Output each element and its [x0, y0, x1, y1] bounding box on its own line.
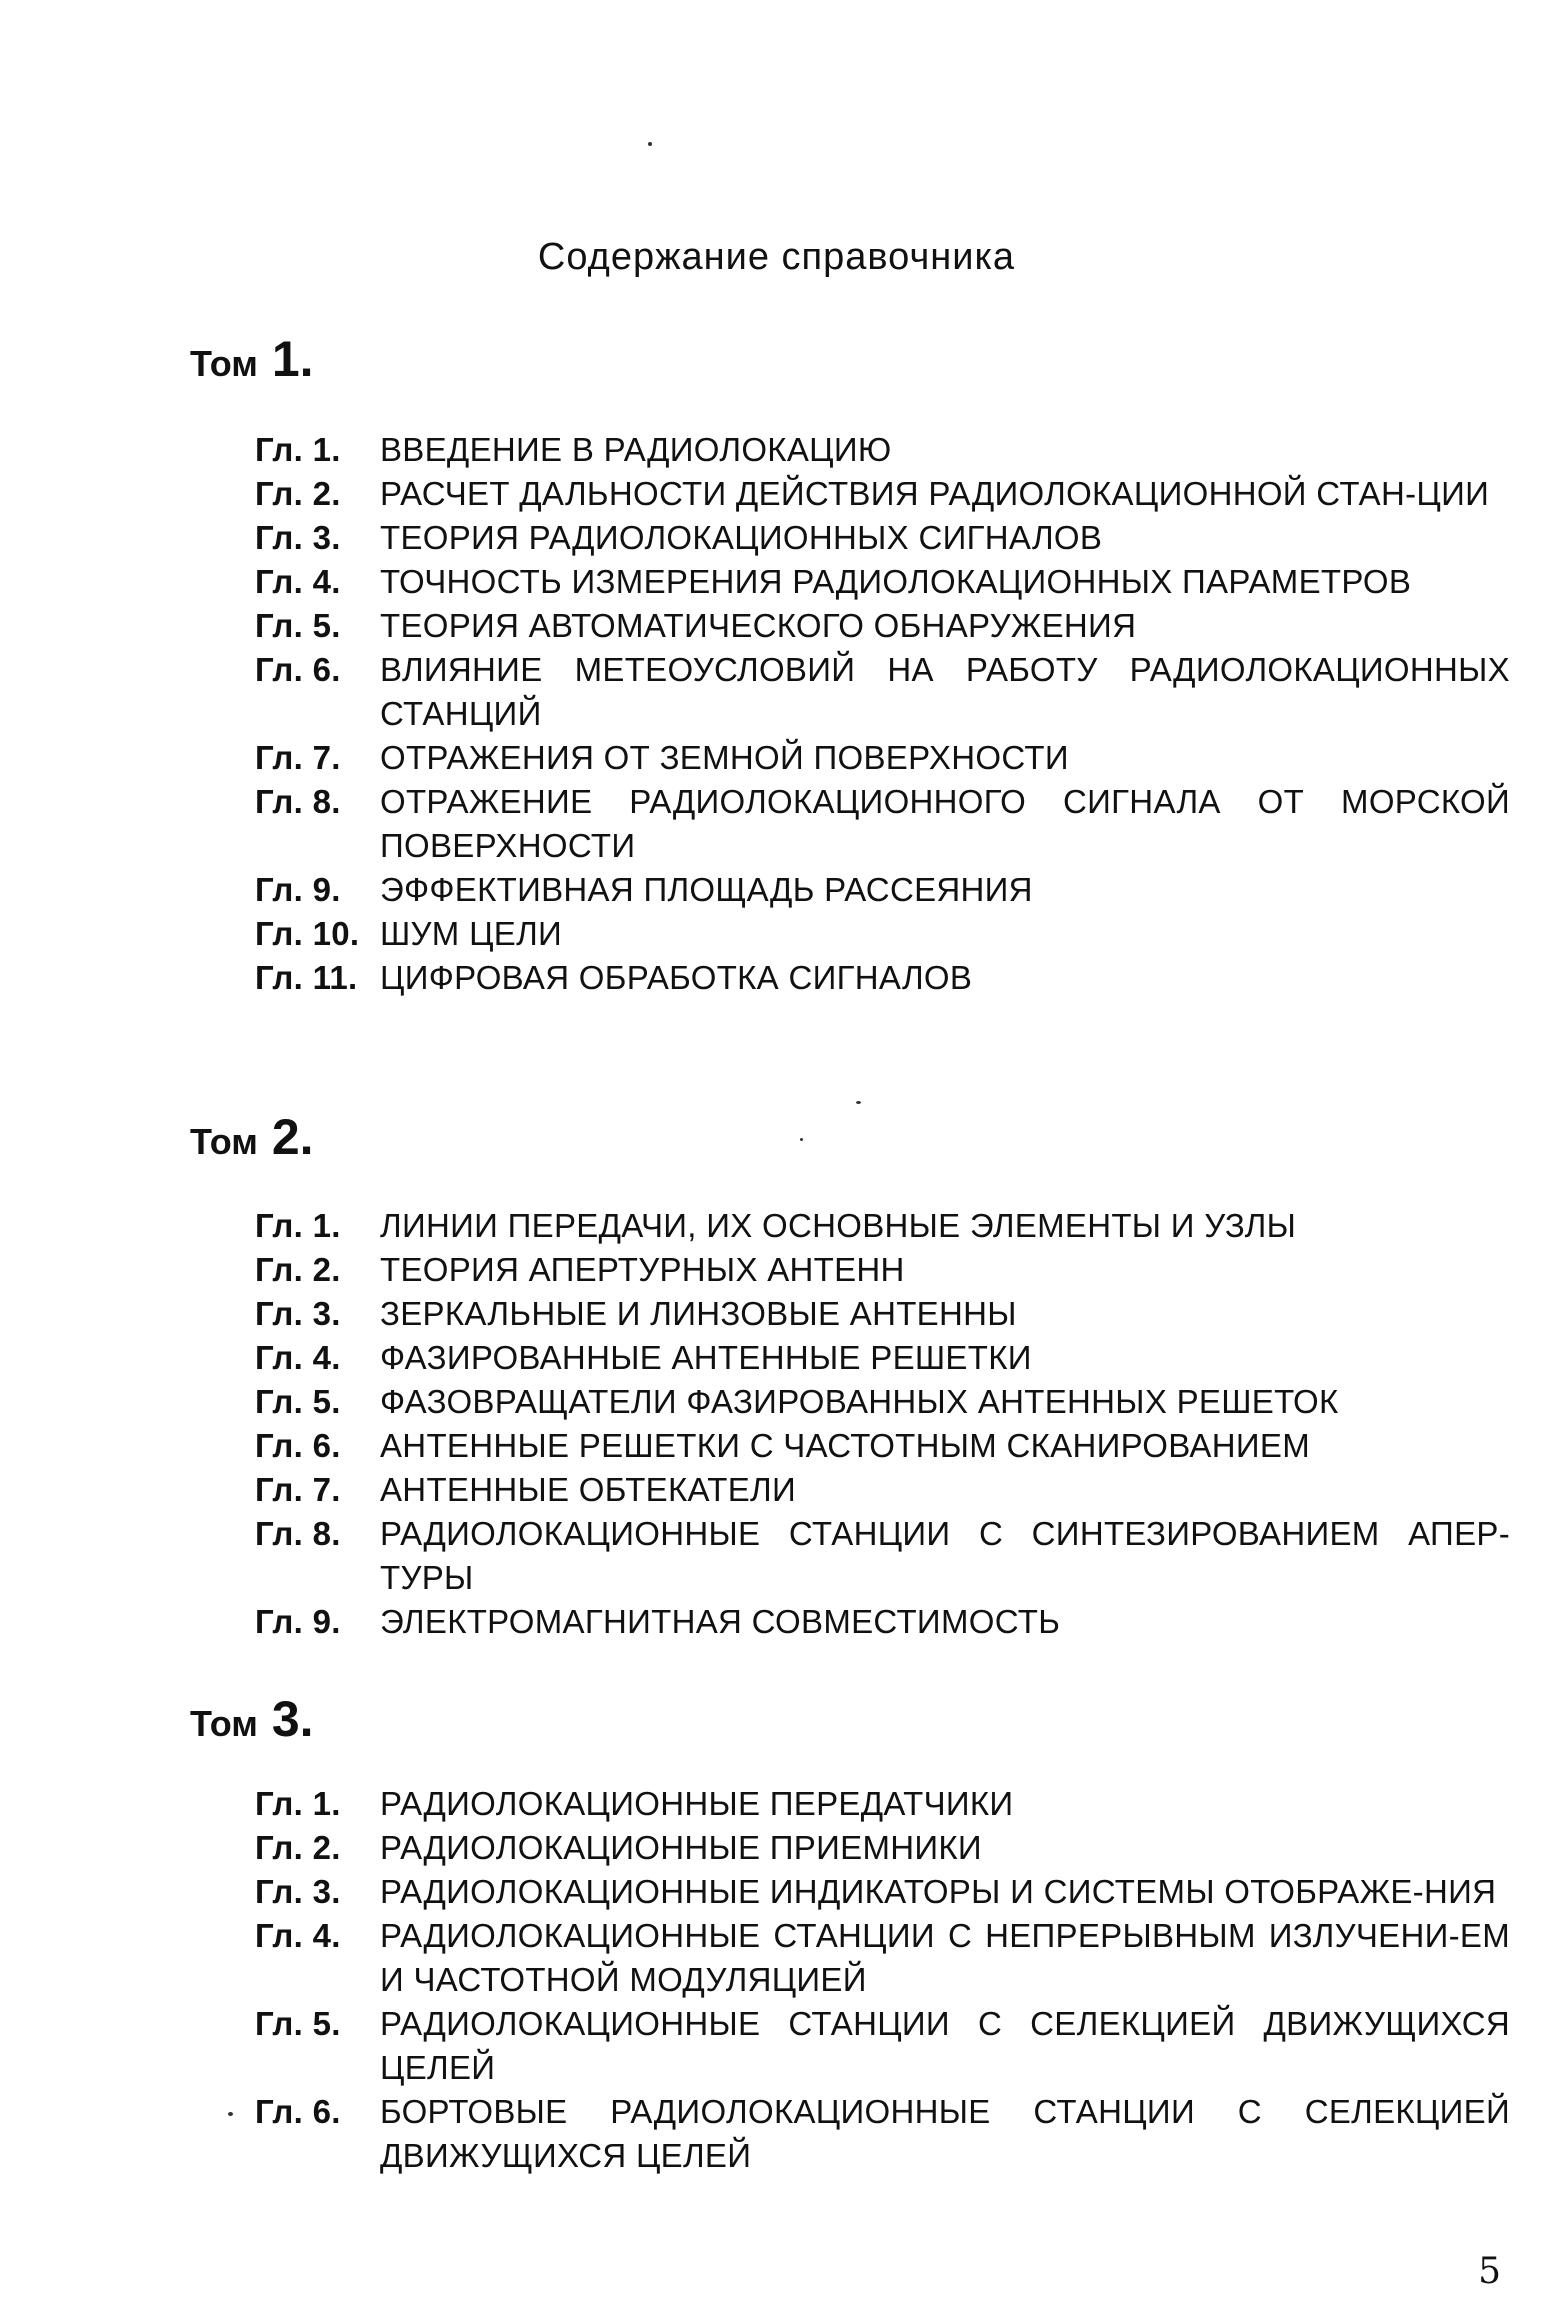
chapter-title: РАДИОЛОКАЦИОННЫЕ ПЕРЕДАТЧИКИ	[380, 1785, 1014, 1822]
volume-number: 3.	[271, 1691, 314, 1747]
chapter-title: ЦИФРОВАЯ ОБРАБОТКА СИГНАЛОВ	[380, 959, 973, 996]
chapter-title: ВЛИЯНИЕ МЕТЕОУСЛОВИЙ НА РАБОТУ РАДИОЛОКАЦИОННЫХ СТАНЦИЙ	[380, 651, 1510, 732]
chapter-entry	[255, 1380, 1510, 1424]
chapter-entry	[255, 912, 1510, 956]
chapter-list	[255, 1782, 1510, 2178]
chapter-entry	[255, 472, 1510, 516]
chapter-title: ШУМ ЦЕЛИ	[380, 915, 563, 952]
chapter-entry	[255, 1424, 1510, 1468]
chapter-label: Гл. 4.	[255, 1917, 341, 1954]
chapter-entry	[255, 1512, 1510, 1600]
chapter-title: РАСЧЕТ ДАЛЬНОСТИ ДЕЙСТВИЯ РАДИОЛОКАЦИОННОЙ СТАН-ЦИИ	[380, 475, 1490, 512]
page-title: Содержание справочника	[537, 236, 1016, 278]
chapter-entry	[255, 604, 1510, 648]
chapter-title: РАДИОЛОКАЦИОННЫЕ ПРИЕМНИКИ	[380, 1829, 982, 1866]
chapter-label: Гл. 6.	[255, 651, 341, 688]
chapter-label: Гл. 5.	[255, 2005, 341, 2042]
chapter-entry	[255, 868, 1510, 912]
chapter-entry	[255, 2002, 1510, 2090]
chapter-title: ТЕОРИЯ АПЕРТУРНЫХ АНТЕНН	[380, 1251, 905, 1288]
chapter-entry	[255, 1468, 1510, 1512]
chapter-label: Гл. 7.	[255, 739, 341, 776]
chapter-entry	[255, 560, 1510, 604]
chapter-label: Гл. 6.	[255, 2093, 341, 2130]
chapter-label: Гл. 2.	[255, 475, 341, 512]
scan-speck	[228, 2112, 233, 2116]
chapter-title: ТОЧНОСТЬ ИЗМЕРЕНИЯ РАДИОЛОКАЦИОННЫХ ПАРАМЕТРОВ	[380, 563, 1412, 600]
volume-label: Том	[190, 1703, 258, 1744]
chapter-title: РАДИОЛОКАЦИОННЫЕ СТАНЦИИ С НЕПРЕРЫВНЫМ ИЗЛУЧЕНИ-ЕМ И ЧАСТОТНОЙ МОДУЛЯЦИЕЙ	[380, 1917, 1510, 1998]
page-number: 5	[1478, 2251, 1501, 2292]
chapter-label: Гл. 3.	[255, 1873, 341, 1910]
chapter-label: Гл. 8.	[255, 783, 341, 820]
chapter-label: Гл. 2.	[255, 1829, 341, 1866]
volume-heading	[190, 1690, 314, 1748]
chapter-entry	[255, 736, 1510, 780]
chapter-title: ЛИНИИ ПЕРЕДАЧИ, ИХ ОСНОВНЫЕ ЭЛЕМЕНТЫ И УЗЛЫ	[380, 1207, 1297, 1244]
chapter-title: РАДИОЛОКАЦИОННЫЕ ИНДИКАТОРЫ И СИСТЕМЫ ОТОБРАЖЕ-НИЯ	[380, 1873, 1497, 1910]
chapter-entry	[255, 2090, 1510, 2178]
chapter-entry	[255, 648, 1510, 736]
scan-speck	[856, 1101, 861, 1104]
volume-heading	[190, 1108, 314, 1166]
chapter-title: ОТРАЖЕНИЕ РАДИОЛОКАЦИОННОГО СИГНАЛА ОТ МОРСКОЙ ПОВЕРХНОСТИ	[380, 783, 1510, 864]
chapter-entry	[255, 1600, 1510, 1644]
chapter-entry	[255, 1204, 1510, 1248]
volume-label: Том	[190, 1121, 258, 1162]
chapter-label: Гл. 11.	[255, 959, 358, 996]
volume-number: 2.	[271, 1109, 314, 1165]
chapter-title: РАДИОЛОКАЦИОННЫЕ СТАНЦИИ С СЕЛЕКЦИЕЙ ДВИЖУЩИХСЯ ЦЕЛЕЙ	[380, 2005, 1510, 2086]
chapter-label: Гл. 5.	[255, 607, 341, 644]
chapter-label: Гл. 1.	[255, 431, 341, 468]
chapter-title: ВВЕДЕНИЕ В РАДИОЛОКАЦИЮ	[380, 431, 892, 468]
chapter-title: ФАЗИРОВАННЫЕ АНТЕННЫЕ РЕШЕТКИ	[380, 1339, 1032, 1376]
chapter-title: РАДИОЛОКАЦИОННЫЕ СТАНЦИИ С СИНТЕЗИРОВАНИЕМ АПЕР-ТУРЫ	[380, 1515, 1510, 1596]
chapter-title: ТЕОРИЯ АВТОМАТИЧЕСКОГО ОБНАРУЖЕНИЯ	[380, 607, 1137, 644]
chapter-entry	[255, 428, 1510, 472]
chapter-label: Гл. 10.	[255, 915, 360, 952]
chapter-title: ТЕОРИЯ РАДИОЛОКАЦИОННЫХ СИГНАЛОВ	[380, 519, 1103, 556]
chapter-label: Гл. 5.	[255, 1383, 341, 1420]
chapter-label: Гл. 3.	[255, 519, 341, 556]
chapter-title: ЭФФЕКТИВНАЯ ПЛОЩАДЬ РАССЕЯНИЯ	[380, 871, 1033, 908]
chapter-label: Гл. 9.	[255, 1603, 341, 1640]
volume-heading	[190, 330, 314, 388]
chapter-title: ОТРАЖЕНИЯ ОТ ЗЕМНОЙ ПОВЕРХНОСТИ	[380, 739, 1069, 776]
chapter-list	[255, 428, 1510, 1000]
chapter-title: ФАЗОВРАЩАТЕЛИ ФАЗИРОВАННЫХ АНТЕННЫХ РЕШЕТОК	[380, 1383, 1339, 1420]
chapter-label: Гл. 4.	[255, 1339, 341, 1376]
chapter-entry	[255, 956, 1510, 1000]
chapter-label: Гл. 6.	[255, 1427, 341, 1464]
scan-speck	[800, 1138, 803, 1141]
chapter-label: Гл. 2.	[255, 1251, 341, 1288]
chapter-label: Гл. 3.	[255, 1295, 341, 1332]
chapter-title: ЭЛЕКТРОМАГНИТНАЯ СОВМЕСТИМОСТЬ	[380, 1603, 1061, 1640]
chapter-entry	[255, 1826, 1510, 1870]
chapter-list	[255, 1204, 1510, 1644]
chapter-entry	[255, 1248, 1510, 1292]
chapter-title: ЗЕРКАЛЬНЫЕ И ЛИНЗОВЫЕ АНТЕННЫ	[380, 1295, 1017, 1332]
volume-number: 1.	[271, 331, 314, 387]
chapter-label: Гл. 9.	[255, 871, 341, 908]
chapter-label: Гл. 4.	[255, 563, 341, 600]
chapter-entry	[255, 1870, 1510, 1914]
chapter-label: Гл. 8.	[255, 1515, 341, 1552]
chapter-entry	[255, 1292, 1510, 1336]
chapter-label: Гл. 1.	[255, 1785, 341, 1822]
chapter-entry	[255, 516, 1510, 560]
chapter-entry	[255, 1336, 1510, 1380]
chapter-title: АНТЕННЫЕ РЕШЕТКИ С ЧАСТОТНЫМ СКАНИРОВАНИЕМ	[380, 1427, 1310, 1464]
scan-speck	[648, 142, 652, 146]
chapter-title: АНТЕННЫЕ ОБТЕКАТЕЛИ	[380, 1471, 796, 1508]
chapter-title: БОРТОВЫЕ РАДИОЛОКАЦИОННЫЕ СТАНЦИИ С СЕЛЕКЦИЕЙ ДВИЖУЩИХСЯ ЦЕЛЕЙ	[380, 2093, 1510, 2174]
chapter-entry	[255, 1914, 1510, 2002]
chapter-label: Гл. 7.	[255, 1471, 341, 1508]
chapter-entry	[255, 780, 1510, 868]
chapter-entry	[255, 1782, 1510, 1826]
chapter-label: Гл. 1.	[255, 1207, 341, 1244]
volume-label: Том	[190, 343, 258, 384]
